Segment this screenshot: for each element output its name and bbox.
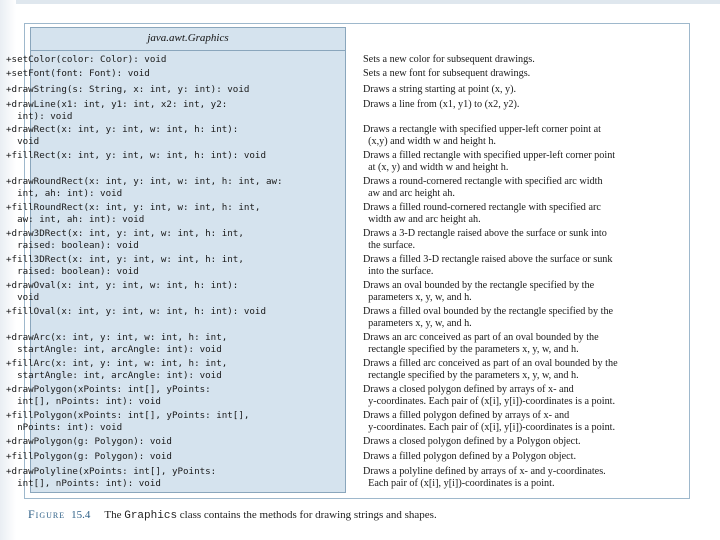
method-description: Draws a rectangle with specified upper-left corner point at (x,y) and width w and height h. <box>363 124 601 147</box>
method-description: Sets a new color for subsequent drawings. <box>363 54 535 65</box>
method-signature: +fillPolygon(xPoints: int[], yPoints: int[], nPoints: int): void <box>6 410 250 433</box>
method-signature: +drawArc(x: int, y: int, w: int, h: int, startAngle: int, arcAngle: int): void <box>6 332 228 355</box>
method-signature: +fillOval(x: int, y: int, w: int, h: int): void <box>6 306 266 317</box>
method-signature: +drawPolygon(g: Polygon): void <box>6 436 172 447</box>
method-description: Draws a string starting at point (x, y). <box>363 84 517 95</box>
figure-label: Figure <box>28 507 66 521</box>
method-description: Draws a filled oval bounded by the rectangle specified by the parameters x, y, w, and h. <box>363 306 614 329</box>
figure-caption <box>28 507 437 522</box>
method-signature: +fillPolygon(g: Polygon): void <box>6 451 172 462</box>
method-signature: +drawLine(x1: int, y1: int, x2: int, y2: int): void <box>6 99 228 122</box>
method-description: Draws a filled 3-D rectangle raised above the surface or sunk into the surface. <box>363 254 613 277</box>
top-accent-bar <box>0 0 720 4</box>
method-description: Draws a filled polygon defined by arrays of x- and y-coordinates. Each pair of (x[i], y[i])-coordinates is a point. <box>363 410 616 433</box>
method-description: Draws a polyline defined by arrays of x- and y-coordinates. Each pair of (x[i], y[i])-coordinates is a point. <box>363 466 606 489</box>
caption-text-after: class contains the methods for drawing strings and shapes. <box>177 509 437 521</box>
method-description: Draws a 3-D rectangle raised above the surface or sunk into the surface. <box>363 228 607 251</box>
method-signature: +drawRoundRect(x: int, y: int, w: int, h: int, aw: int, ah: int): void <box>6 176 283 199</box>
method-signature: +drawOval(x: int, y: int, w: int, h: int): void <box>6 280 239 303</box>
uml-class-name: java.awt.Graphics <box>147 32 229 44</box>
method-description: Sets a new font for subsequent drawings. <box>363 68 531 79</box>
method-signature: +drawString(s: String, x: int, y: int): void <box>6 84 250 95</box>
method-signature: +fill3DRect(x: int, y: int, w: int, h: int, raised: boolean): void <box>6 254 244 277</box>
method-description: Draws an oval bounded by the rectangle specified by the parameters x, y, w, and h. <box>363 280 595 303</box>
method-description: Draws a filled round-cornered rectangle with specified arc width aw and arc height ah. <box>363 202 601 225</box>
caption-text-before: The <box>104 509 125 521</box>
method-signature: +draw3DRect(x: int, y: int, w: int, h: int, raised: boolean): void <box>6 228 244 251</box>
method-signature: +setColor(color: Color): void <box>6 54 167 65</box>
method-signature: +drawPolygon(xPoints: int[], yPoints: int[], nPoints: int): void <box>6 384 211 407</box>
method-signature: +fillRoundRect(x: int, y: int, w: int, h: int, aw: int, ah: int): void <box>6 202 261 225</box>
method-description: Draws a closed polygon defined by arrays of x- and y-coordinates. Each pair of (x[i], y[i])-coordinates is a point. <box>363 384 616 407</box>
method-signature: +drawPolyline(xPoints: int[], yPoints: int[], nPoints: int): void <box>6 466 217 489</box>
method-signature: +setFont(font: Font): void <box>6 68 150 79</box>
uml-divider <box>31 50 345 51</box>
caption-code: Graphics <box>124 510 178 522</box>
method-signature: +fillRect(x: int, y: int, w: int, h: int): void <box>6 150 266 161</box>
method-signature: +fillArc(x: int, y: int, w: int, h: int, startAngle: int, arcAngle: int): void <box>6 358 228 381</box>
method-description: Draws an arc conceived as part of an oval bounded by the rectangle specified by the parameters x, y, w, and h. <box>363 332 599 355</box>
method-description: Draws a filled arc conceived as part of an oval bounded by the rectangle specified by the parameters x, y, w, and h. <box>363 358 618 381</box>
method-description: Draws a filled polygon defined by a Polygon object. <box>363 451 577 462</box>
method-description: Draws a filled rectangle with specified upper-left corner point at (x, y) and width w and height h. <box>363 150 616 173</box>
method-description: Draws a closed polygon defined by a Polygon object. <box>363 436 581 447</box>
method-description: Draws a line from (x1, y1) to (x2, y2). <box>363 99 520 110</box>
method-signature: +drawRect(x: int, y: int, w: int, h: int): void <box>6 124 239 147</box>
method-description: Draws a round-cornered rectangle with specified arc width aw and arc height ah. <box>363 176 603 199</box>
figure-number: 15.4 <box>71 509 91 521</box>
